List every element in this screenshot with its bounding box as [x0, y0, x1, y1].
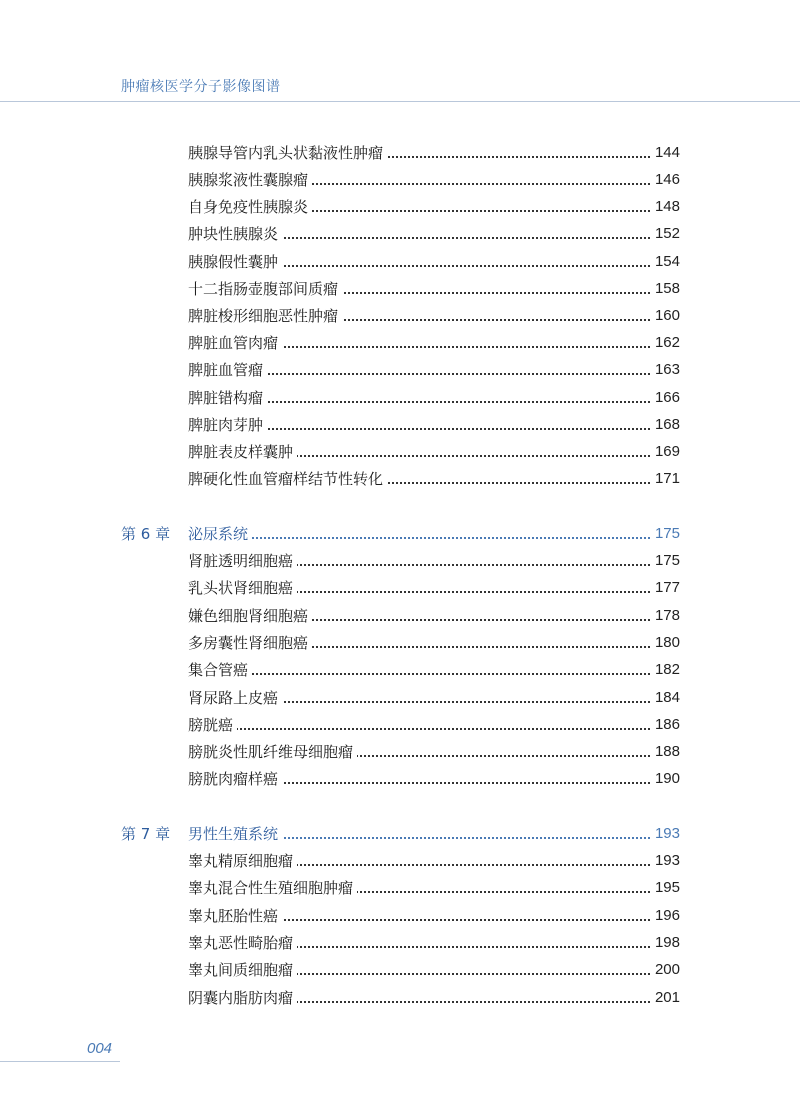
toc-entry-page: 175	[654, 552, 680, 569]
toc-entry[interactable]	[0, 142, 800, 164]
toc-entry-page: 178	[654, 607, 680, 624]
dot-leader	[188, 728, 650, 730]
toc-entry-title: 脾脏血管肉瘤	[188, 332, 282, 354]
toc-entry[interactable]	[0, 768, 800, 790]
toc-entry[interactable]	[0, 577, 800, 599]
toc-entry-title: 肿块性胰腺炎	[188, 223, 282, 245]
toc-entry[interactable]	[0, 850, 800, 872]
toc-entry-title: 睾丸精原细胞瘤	[188, 850, 297, 872]
dot-leader	[188, 673, 650, 675]
toc-entry-title: 脾脏梭形细胞恶性肿瘤	[188, 305, 342, 327]
toc-entry-page: 201	[654, 989, 680, 1006]
toc-entry-page: 148	[654, 198, 680, 215]
dot-leader	[188, 537, 650, 539]
chapter-page: 193	[654, 825, 680, 842]
toc-entry-page: 177	[654, 579, 680, 596]
chapter-number: 第 7 章	[121, 825, 171, 843]
toc-entry-title: 嫌色细胞肾细胞癌	[188, 605, 312, 627]
toc-entry-title: 十二指肠壶腹部间质瘤	[188, 278, 342, 300]
toc-entry-page: 193	[654, 852, 680, 869]
toc-entry-title: 膀胱癌	[188, 714, 237, 736]
page-number: 004	[87, 1040, 113, 1057]
footer-rule	[0, 1061, 120, 1062]
toc-entry[interactable]	[0, 905, 800, 927]
toc-entry-title: 肾脏透明细胞癌	[188, 550, 297, 572]
toc-entry-page: 146	[654, 171, 680, 188]
toc-entry[interactable]	[0, 987, 800, 1009]
chapter-6-heading[interactable]	[0, 523, 800, 545]
toc-entry-page: 169	[654, 443, 680, 460]
toc-entry[interactable]	[0, 169, 800, 191]
toc-entry[interactable]	[0, 877, 800, 899]
toc-entry-title: 乳头状肾细胞癌	[188, 577, 297, 599]
toc-entry-page: 200	[654, 961, 680, 978]
chapter-7-heading[interactable]	[0, 823, 800, 845]
toc-entry-title: 睾丸间质细胞瘤	[188, 959, 297, 981]
toc-entry-page: 196	[654, 907, 680, 924]
toc-entry[interactable]	[0, 632, 800, 654]
toc-entry-page: 163	[654, 361, 680, 378]
running-head: 肿瘤核医学分子影像图谱	[121, 79, 281, 95]
toc-entry-title: 多房囊性肾细胞癌	[188, 632, 312, 654]
toc-entry-title: 胰腺浆液性囊腺瘤	[188, 169, 312, 191]
toc-entry[interactable]	[0, 196, 800, 218]
toc-entry-page: 188	[654, 743, 680, 760]
toc-entry-page: 152	[654, 225, 680, 242]
toc-entry[interactable]	[0, 414, 800, 436]
toc-entry-title: 脾脏肉芽肿	[188, 414, 267, 436]
toc-entry-title: 脾脏表皮样囊肿	[188, 441, 297, 463]
chapter-page: 175	[654, 525, 680, 542]
toc-entry-page: 144	[654, 144, 680, 161]
toc-entry-page: 180	[654, 634, 680, 651]
toc-entry[interactable]	[0, 741, 800, 763]
toc-entry-page: 168	[654, 416, 680, 433]
toc-entry[interactable]	[0, 441, 800, 463]
toc-entry-title: 脾硬化性血管瘤样结节性转化	[188, 468, 387, 490]
toc-entry[interactable]	[0, 468, 800, 490]
toc-entry[interactable]	[0, 687, 800, 709]
toc-entry-page: 160	[654, 307, 680, 324]
toc-entry-title: 膀胱肉瘤样癌	[188, 768, 282, 790]
toc-entry[interactable]	[0, 659, 800, 681]
chapter-title: 泌尿系统	[188, 523, 252, 545]
toc-entry-page: 158	[654, 280, 680, 297]
toc-entry-page: 190	[654, 770, 680, 787]
toc-entry[interactable]	[0, 251, 800, 273]
toc-entry-page: 166	[654, 389, 680, 406]
toc-entry[interactable]	[0, 959, 800, 981]
toc-entry[interactable]	[0, 932, 800, 954]
toc-entry-title: 睾丸混合性生殖细胞肿瘤	[188, 877, 357, 899]
toc-entry-title: 脾脏错构瘤	[188, 387, 267, 409]
toc-entry-title: 膀胱炎性肌纤维母细胞瘤	[188, 741, 357, 763]
toc-entry[interactable]	[0, 278, 800, 300]
toc-entry[interactable]	[0, 605, 800, 627]
toc-entry-page: 184	[654, 689, 680, 706]
toc-entry-page: 198	[654, 934, 680, 951]
toc-entry-title: 胰腺导管内乳头状黏液性肿瘤	[188, 142, 387, 164]
toc-entry-page: 182	[654, 661, 680, 678]
toc-entry[interactable]	[0, 387, 800, 409]
toc-entry[interactable]	[0, 305, 800, 327]
toc-entry-title: 胰腺假性囊肿	[188, 251, 282, 273]
toc-entry-page: 154	[654, 253, 680, 270]
toc-entry-title: 睾丸恶性畸胎瘤	[188, 932, 297, 954]
toc-entry-page: 162	[654, 334, 680, 351]
header-rule	[0, 101, 800, 102]
toc-entry-title: 睾丸胚胎性癌	[188, 905, 282, 927]
toc-entry-title: 肾尿路上皮癌	[188, 687, 282, 709]
toc-entry[interactable]	[0, 223, 800, 245]
toc-entry-title: 自身免疫性胰腺炎	[188, 196, 312, 218]
chapter-title: 男性生殖系统	[188, 823, 282, 845]
toc-entry-page: 195	[654, 879, 680, 896]
toc-entry[interactable]	[0, 550, 800, 572]
toc-entry[interactable]	[0, 332, 800, 354]
toc-entry-title: 脾脏血管瘤	[188, 359, 267, 381]
chapter-number: 第 6 章	[121, 525, 171, 543]
toc-entry[interactable]	[0, 714, 800, 736]
toc-entry-title: 集合管癌	[188, 659, 252, 681]
toc-entry-title: 阴囊内脂肪肉瘤	[188, 987, 297, 1009]
toc-entry-page: 171	[654, 470, 680, 487]
toc-entry-page: 186	[654, 716, 680, 733]
toc-entry[interactable]	[0, 359, 800, 381]
